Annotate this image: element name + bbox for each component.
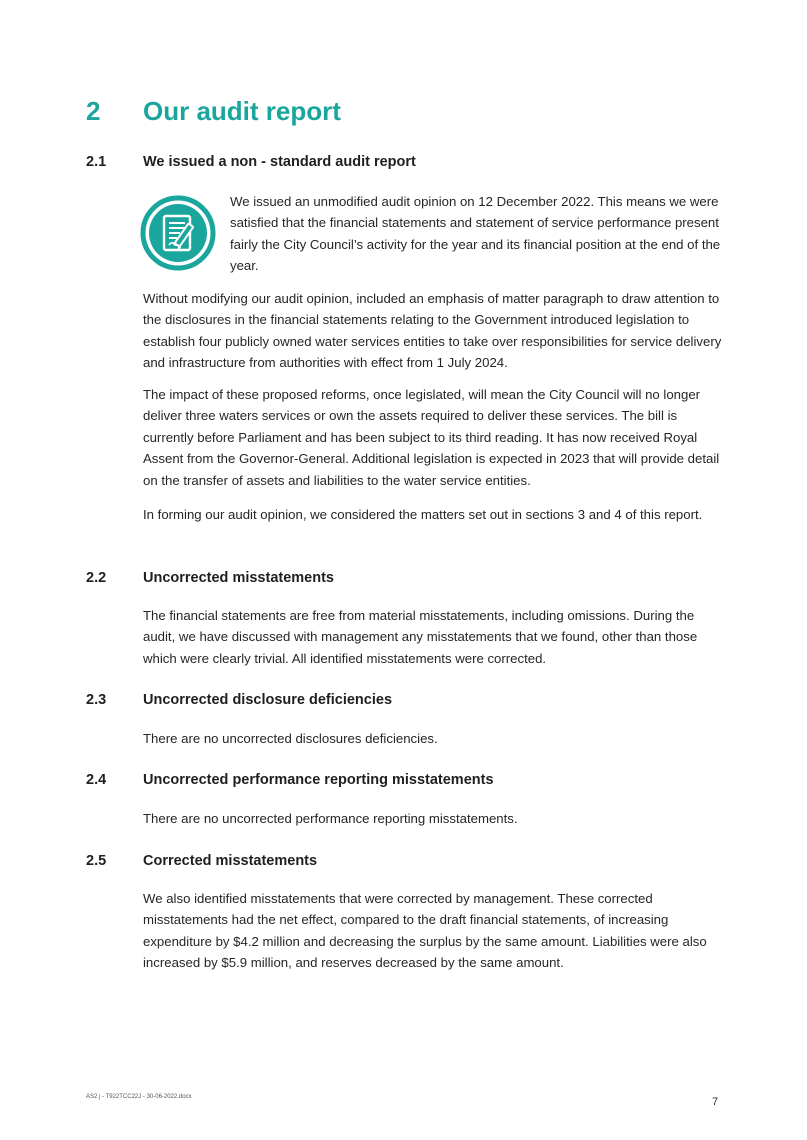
section-number: 2.4 (86, 772, 107, 788)
section-number: 2.1 (86, 154, 107, 170)
paragraph: There are no uncorrected performance reporting misstatements. (143, 811, 518, 826)
section-heading-2-4 (86, 772, 494, 788)
section-number: 2.2 (86, 570, 107, 586)
section-heading-2-2 (86, 570, 334, 586)
paragraph: We also identified misstatements that were corrected by management. These corrected misstatements had the net effect, compared to the draft financial statements, of increasing expenditure by $4.2 million and decreasing the surplus by the same amount. Liabilities were also increased by $5.9 million, and reserves decreased by the same amount. (143, 891, 707, 971)
section-title: We issued a non - standard audit report (143, 154, 416, 170)
chapter-heading (86, 96, 341, 127)
section-heading-2-5 (86, 853, 317, 869)
section-heading-2-1 (86, 154, 416, 170)
paragraph: In forming our audit opinion, we considered the matters set out in sections 3 and 4 of this report. (143, 507, 703, 522)
section-title: Uncorrected performance reporting misstatements (143, 772, 494, 788)
section-number: 2.3 (86, 692, 107, 708)
paragraph: Without modifying our audit opinion, included an emphasis of matter paragraph to draw attention to the disclosures in the financial statements relating to the Government introduced legislation to establish four publicly owned water services entities to take over responsibilities for service delivery and infrastructure from authorities with effect from 1 July 2024. (143, 291, 722, 371)
section-title: Uncorrected disclosure deficiencies (143, 692, 393, 708)
section-heading-2-3 (86, 692, 392, 708)
footer-document-reference: AS2 j - T922TCC22J - 30-06-2022.docx (86, 1094, 192, 1100)
paragraph: There are no uncorrected disclosures deficiencies. (143, 731, 438, 746)
paragraph: The impact of these proposed reforms, once legislated, will mean the City Council will no longer deliver three waters services or own the assets required to deliver these services. The bill is currently before Parliament and has been subject to its third reading. It has now received Royal Assent from the Governor-General. Additional legislation is expected in 2023 that will provide detail on the transfer of assets and liabilities to the water service entities. (143, 387, 720, 488)
section-title: Corrected misstatements (143, 853, 318, 869)
page-number: 7 (712, 1096, 719, 1108)
chapter-number: 2 (86, 96, 101, 126)
section-number: 2.5 (86, 853, 107, 869)
paragraph: We issued an unmodified audit opinion on 12 December 2022. This means we were satisfied that the financial statements and statement of service performance present fairly the City Council’s activity for the year and its financial position at the end of the year. (230, 194, 721, 274)
document-pen-icon (140, 195, 216, 271)
paragraph: The financial statements are free from material misstatements, including omissions. During the audit, we have discussed with management any misstatements that we found, other than those which were clearly trivial. All identified misstatements were corrected. (143, 608, 698, 666)
section-title: Uncorrected misstatements (143, 570, 334, 586)
chapter-title: Our audit report (143, 96, 341, 126)
